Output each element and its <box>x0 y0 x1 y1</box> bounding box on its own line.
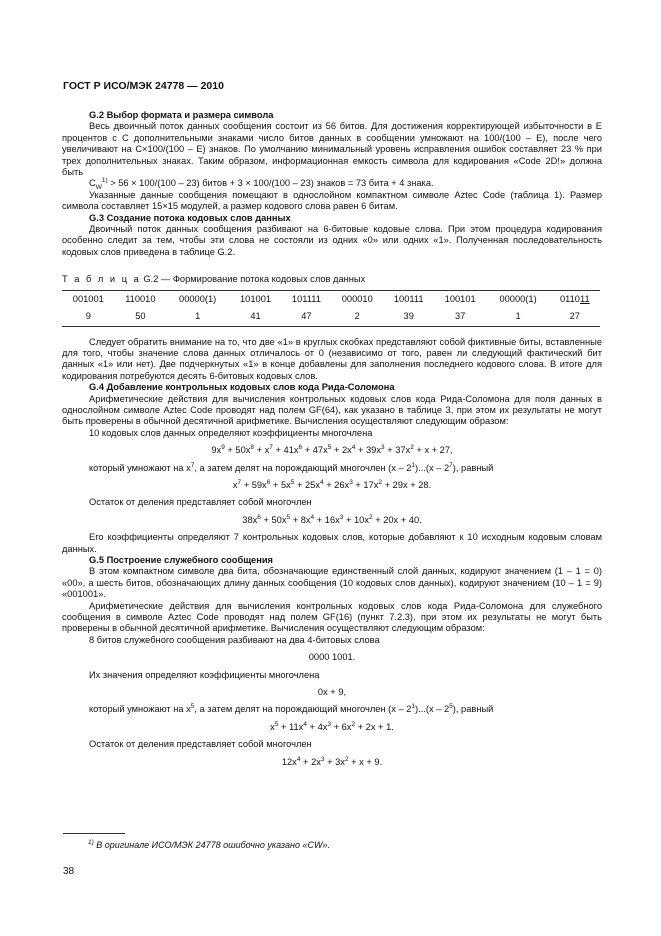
table-cell-last: 011011 <box>550 290 600 308</box>
g5-paragraph-5: который умножают на $x^5$, а затем делят на порождающий многочлен $(x - 2^1)...(x - 2^5)$, равный <box>89 703 494 715</box>
g4-paragraph-4: Остаток от деления представляет собой многочлен <box>89 497 312 508</box>
g2-paragraph-2: Указанные данные сообщения помещают в однослойном компактном символе Aztec Code (таблица 1). Размер символа составляет 15×15 модулей, а размер кодового слова равен 6 битам. <box>62 189 602 212</box>
table-cell: 27 <box>550 308 600 326</box>
page-number: 38 <box>63 866 75 877</box>
g5-paragraph-1: В этом компактном символе два бита, обозначающие единственный слой данных, кодируют значением (1 – 1 = 0) «00», а шесть битов, обозначающих длину данных сообщения (10 кодовых слов данных), кодируют значением (10 – 1 = 9) «001001». <box>62 566 602 600</box>
g4-paragraph-2: 10 кодовых слов данных определяют коэффициенты многочлена <box>89 427 373 438</box>
footnote: $^{1)}$ В оригинале ИСО/МЭК 24778 ошибочно указано «CW». <box>88 839 330 850</box>
table-cell: 100101 <box>434 290 487 308</box>
after-table-paragraph: Следует обратить внимание на то, что две «1» в круглых скобках представляют собой фиктивные биты, вставленные для того, чтобы значение слова данных отличалось от 0 (независимо от того, равен ли следующий фактический бит данных «1» или нет). Две подчеркнутых «1» в конце добавлены для заполнения последнего кодового слова. В итоге для кодирования потребуются десять 6-битовых кодовых слов. <box>62 336 602 381</box>
g5-generator-polynomial: $x^5 + 11x^4 + 4x^3 + 6x^2 + 2x + 1$. <box>270 720 394 732</box>
table-cell: 001001 <box>62 290 115 308</box>
table-row-values <box>62 308 600 326</box>
section-g4-title: G.4 Добавление контрольных кодовых слов кода Рида-Соломона <box>89 382 395 393</box>
table-cell: 37 <box>434 308 487 326</box>
table-cell: 47 <box>282 308 331 326</box>
table-cell: 000010 <box>331 290 384 308</box>
g3-paragraph-1: Двоичный поток данных сообщения разбивают на 6-битовые кодовые слова. При этом процедура кодирования особенно следит за тем, чтобы эти слова не состояли из одних «0» или одних «1». Полученная последовательность кодовых слов приведена в таблице G.2. <box>62 224 602 257</box>
g5-paragraph-2: Арифметические действия для вычисления контрольных кодовых слов кода Рида-Соломона для служебного сообщения в символе Aztec Code проводят над полем GF(16) (пункт 7.2.3), при этом их результаты не могут быть проверены в обычной десятичной арифметике. Вычисления осуществляют следующим образом: <box>62 600 602 634</box>
g2-formula: $C_W^{1)} > 56 \times 100/(100 - 23)$ битов + 3 × 100/(100 – 23) знаков = 73 бита + 4 знака. <box>89 177 434 192</box>
section-g5-title: G.5 Построение служебного сообщения <box>89 555 273 565</box>
table-cell: 110010 <box>115 290 166 308</box>
table-cell: 39 <box>384 308 434 326</box>
table-cell: 00000(1) <box>166 290 229 308</box>
g4-polynomial-data: $9x^9 + 50x^8 + x^7 + 41x^6 + 47x^5 + 2x^4 + 39x^3 + 37x^2 + x + 27$, <box>211 444 453 456</box>
section-g3-title: G.3 Создание потока кодовых слов данных <box>89 212 291 223</box>
table-cell: 41 <box>229 308 282 326</box>
g5-paragraph-3: 8 битов служебного сообщения разбивают на два 4-битовых слова <box>89 634 380 645</box>
g4-generator-polynomial: $x^7 + 59x^6 + 5x^5 + 25x^4 + 26x^3 + 17x^2 + 29x + 28$. <box>232 478 432 490</box>
table-cell: 00000(1) <box>487 290 550 308</box>
table-row-bits <box>62 290 600 308</box>
document-body <box>62 110 602 768</box>
g5-bits: 0000 1001. <box>308 652 356 663</box>
g5-paragraph-4: Их значения определяют коэффициенты многочлена <box>89 669 320 680</box>
g4-paragraph-5: Его коэффициенты определяют 7 контрольных кодовых слов, которые добавляют к 10 исходным кодовым словам данных. <box>62 532 602 554</box>
table-cell: 1 <box>487 308 550 326</box>
g2-paragraph-1: Весь двоичный поток данных сообщения состоит из 56 битов. Для достижения корректирующей избыточности в E процентов с C дополнительными знаками число битов данных в сообщении умножают на 100/(100 – E), после чего увеличивают на C×100/(100 – E) знаков. По умолчанию минимальный уровень исправления ошибок составляет 23 % при трех дополнительных знаках. Таким образом, информационная емкость символа для кодирования «Code 2D!» должна быть <box>62 121 602 178</box>
g5-paragraph-6: Остаток от деления представляет собой многочлен <box>89 739 312 750</box>
table-cell: 50 <box>115 308 166 326</box>
g4-paragraph-1: Арифметические действия для вычисления контрольных кодовых слов кода Рида-Соломона для поля данных в однослойном символе Aztec Code проводят над полем GF(64), как указано в таблице 3, при этом их результаты не могут быть проверены в обычной десятичной арифметике. Вычисления осуществляют следующим образом: <box>62 393 602 427</box>
page-header: ГОСТ Р ИСО/МЭК 24778 — 2010 <box>63 80 224 92</box>
g4-remainder-polynomial: $38x^6 + 50x^5 + 8x^4 + 16x^3 + 10x^2 + 20x + 40$. <box>242 513 422 525</box>
table-cell: 1 <box>166 308 229 326</box>
table-cell: 101111 <box>282 290 331 308</box>
g5-remainder-polynomial: $12x^4 + 2x^3 + 3x^2 + x + 9$. <box>281 755 383 767</box>
codeword-table <box>62 290 600 327</box>
g4-paragraph-3: который умножают на $x^7$, а затем делят на порождающий многочлен $(x - 2^1)...(x - 2^7)$, равный <box>89 461 494 473</box>
table-caption: Т а б л и ц а G.2 — Формирование потока кодовых слов данных <box>62 274 366 285</box>
footnote-separator <box>63 833 125 834</box>
g5-polynomial-data: 0x + 9, <box>317 687 347 698</box>
table-cell: 9 <box>62 308 115 326</box>
table-cell: 100111 <box>384 290 434 308</box>
table-cell: 101001 <box>229 290 282 308</box>
section-g2-title: G.2 Выбор формата и размера символа <box>89 110 274 120</box>
table-cell: 2 <box>331 308 384 326</box>
